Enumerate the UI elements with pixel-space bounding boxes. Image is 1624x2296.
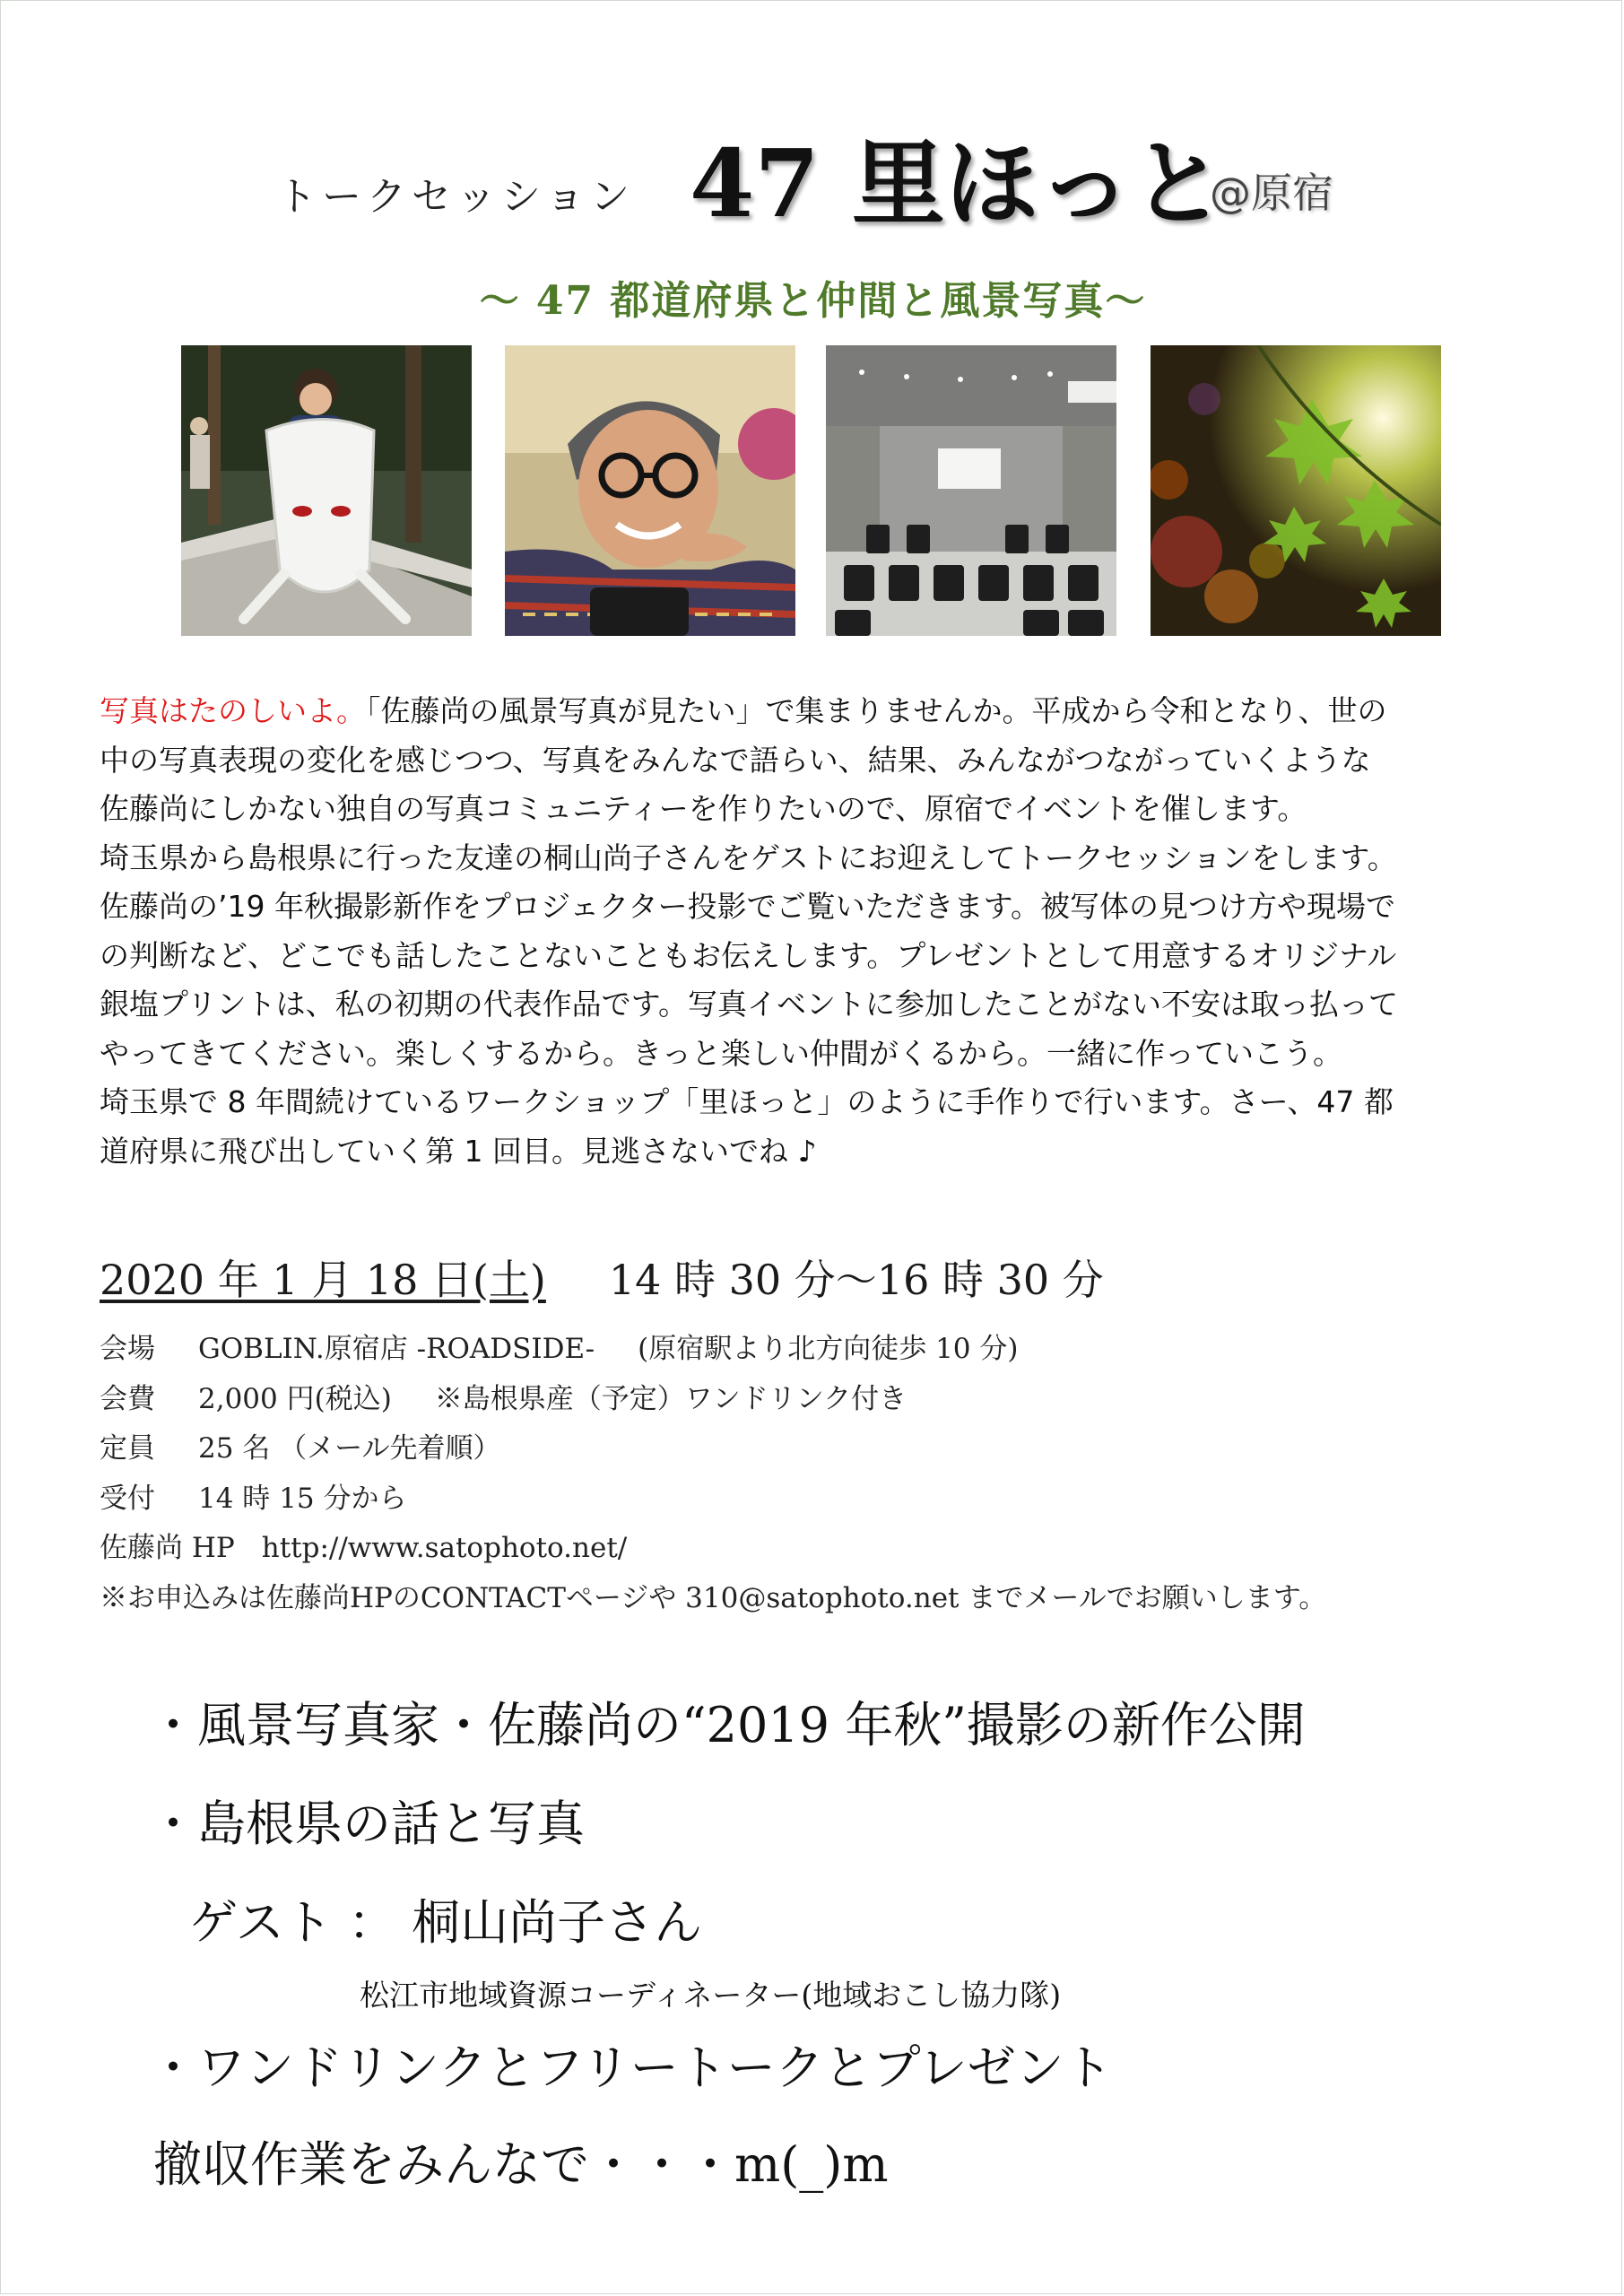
intro-lead: 写真はたのしいよ。 xyxy=(100,693,366,728)
venue-label: 会場 xyxy=(100,1333,155,1365)
pre-title: トークセッション xyxy=(277,174,636,220)
apply-note: ※お申込みは佐藤尚HPのCONTACTページや 310@satophoto.net までメールでお願いします。 xyxy=(100,1581,1327,1614)
photo-maple-leaves-image xyxy=(1151,345,1441,636)
reception-value: 14 時 15 分から xyxy=(198,1482,407,1515)
event-date-time xyxy=(100,1248,1579,1307)
capacity-label: 定員 xyxy=(100,1432,155,1465)
location-tag: @原宿 xyxy=(1210,169,1333,217)
main-title: 47 里ほっと xyxy=(690,128,1225,239)
highlight-new-works: ・風景写真家・佐藤尚の“2019 年秋”撮影の新作公開 xyxy=(149,1697,1306,1753)
guest-name: ゲスト ： 桐山尚子さん xyxy=(189,1894,703,1951)
venue-value: GOBLIN.原宿店 -ROADSIDE- xyxy=(198,1333,595,1365)
fee-note: ※島根県産（予定）ワンドリンク付き xyxy=(434,1382,908,1415)
photo-event-room xyxy=(826,345,1116,636)
intro-line-7: 銀塩プリントは、私の初期の代表作品です。写真イベントに参加したことがない不安は取っ払って xyxy=(100,987,1399,1022)
intro-text xyxy=(100,687,1534,1176)
intro-line-2: 中の写真表現の変化を感じつつ、写真をみんなで語らい、結果、みんながつながっていくような xyxy=(100,742,1371,778)
intro-line-8: やってきてください。楽しくするから。きっと楽しい仲間がくるから。一緒に作っていこう。 xyxy=(100,1035,1342,1071)
intro-line-1 xyxy=(100,687,1534,736)
intro-line-6: の判断など、どこでも話したことないこともお伝えします。プレゼントとして用意するオリジナル xyxy=(100,937,1397,973)
fee-value: 2,000 円(税込) xyxy=(198,1382,392,1415)
capacity-value: 25 名 （メール先着順） xyxy=(198,1432,501,1465)
photo-photographer-image xyxy=(505,345,795,636)
event-time: 14 時 30 分〜16 時 30 分 xyxy=(608,1256,1104,1304)
guest-role: 松江市地域資源コーディネーター(地域おこし協力隊) xyxy=(360,1978,1062,2013)
venue-note: (原宿駅より北方向徒歩 10 分) xyxy=(638,1333,1019,1365)
photo-event-room-image xyxy=(826,345,1116,636)
event-date: 2020 年 1 月 18 日(土) xyxy=(100,1256,546,1304)
highlight-drink-talk-present: ・ワンドリンクとフリートークとプレゼント xyxy=(149,2039,1113,2096)
intro-line-9: 埼玉県で 8 年間続けているワークショップ「里ほっと」のように手作りで行います。さー、47 都 xyxy=(100,1084,1394,1119)
intro-line-1-text: 「佐藤尚の風景写真が見たい」で集まりませんか。平成から令和となり、世の xyxy=(366,693,1387,728)
fee-row xyxy=(100,1375,1570,1425)
photo-photographer xyxy=(505,345,795,636)
fee-label: 会費 xyxy=(100,1382,155,1415)
intro-line-4: 埼玉県から島根県に行った友達の桐山尚子さんをゲストにお迎えしてトークセッションをします。 xyxy=(100,839,1397,875)
highlight-shimane: ・島根県の話と写真 xyxy=(149,1796,585,1852)
intro-line-5: 佐藤尚の’19 年秋撮影新作をプロジェクター投影でご覧いただきます。被写体の見つけ方や現場で xyxy=(100,889,1396,924)
reception-label: 受付 xyxy=(100,1482,155,1515)
photo-woman-with-mascot xyxy=(181,345,472,636)
photo-maple-leaves xyxy=(1151,345,1441,636)
capacity-row xyxy=(100,1424,1570,1474)
intro-line-3: 佐藤尚にしかない独自の写真コミュニティーを作りたいので、原宿でイベントを催します。 xyxy=(100,791,1307,826)
homepage-row xyxy=(100,1524,1570,1574)
photo-woman-with-mascot-image xyxy=(181,345,472,636)
intro-line-10: 道府県に飛び出していく第 1 回目。見逃さないでね ♪ xyxy=(100,1133,817,1169)
venue-row xyxy=(100,1325,1570,1375)
homepage-label: 佐藤尚 HP xyxy=(100,1532,235,1564)
reception-row xyxy=(100,1474,1570,1525)
highlight-cleanup: 撤収作業をみんなで・・・m(_)m xyxy=(153,2136,889,2193)
event-info xyxy=(100,1325,1570,1623)
homepage-link[interactable]: http://www.satophoto.net/ xyxy=(261,1532,628,1564)
subtitle: 〜 47 都道府県と仲間と風景写真〜 xyxy=(479,278,1147,324)
photo-strip xyxy=(1,345,1624,636)
title-row xyxy=(1,109,1624,239)
